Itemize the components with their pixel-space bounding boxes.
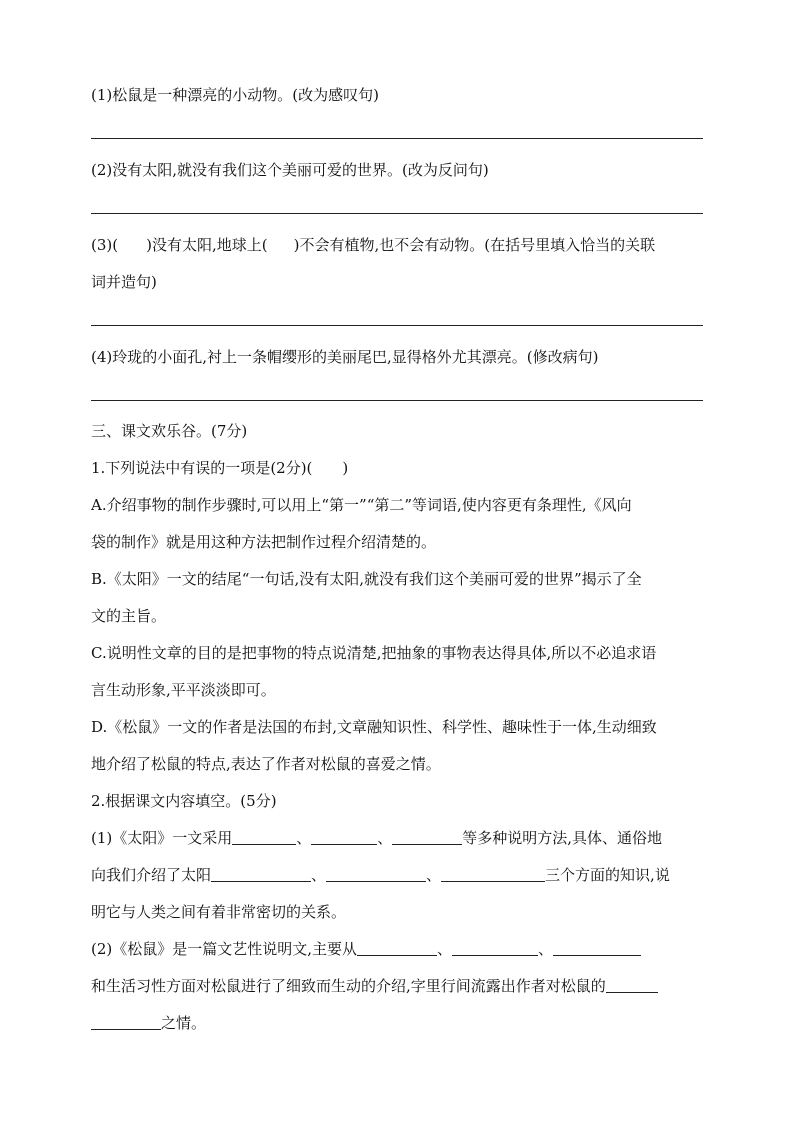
mc-option-a-line-1: A.介绍事物的制作步骤时,可以用上“第一”“第二”等词语,使内容更有条理性,《风向 xyxy=(91,496,632,514)
mc-option-d-line-2: 地介绍了松鼠的特点,表达了作者对松鼠的喜爱之情。 xyxy=(91,755,441,773)
fill-item-2-line-3 xyxy=(91,1013,703,1033)
item-3-line-2 xyxy=(91,272,703,292)
fill-1-blank-4[interactable] xyxy=(211,866,311,882)
mc-option-d-line-1: D.《松鼠》一文的作者是法国的布封,文章融知识性、科学性、趣味性于一体,生动细致 xyxy=(91,718,657,736)
section-3-title: 三、课文欢乐谷。(7分) xyxy=(91,422,248,440)
fill-1-text-a: (1)《太阳》一文采用 xyxy=(91,829,233,847)
mc-option-c xyxy=(91,643,703,663)
mc-stem-text-b: ) xyxy=(342,459,349,477)
fill-item-1-line-2 xyxy=(91,865,703,885)
fill-1-sep-3: 、 xyxy=(311,866,327,884)
item-4 xyxy=(91,347,703,367)
fill-2-text-a: (2)《松鼠》是一篇文艺性说明文,主要从 xyxy=(91,940,358,958)
item-4-text: (4)玲珑的小面孔,衬上一条帽缨形的美丽尾巴,显得格外尤其漂亮。(修改病句) xyxy=(91,348,599,366)
fill-question-heading xyxy=(91,791,703,811)
fill-item-1 xyxy=(91,828,703,848)
fill-item-2-line-2 xyxy=(91,976,703,996)
fill-1-text-d: 三个方面的知识,说 xyxy=(545,866,670,884)
fill-2-text-c: 之情。 xyxy=(161,1014,207,1032)
mc-option-b-cont xyxy=(91,606,703,626)
fill-1-text-e: 明它与人类之间有着非常密切的关系。 xyxy=(91,903,347,921)
mc-option-c-line-1: C.说明性文章的目的是把事物的特点说清楚,把抽象的事物表达得具体,所以不必追求语 xyxy=(91,644,657,662)
section-3-heading xyxy=(91,421,703,441)
fill-item-1-line-3 xyxy=(91,902,703,922)
fill-2-blank-3[interactable] xyxy=(553,940,641,956)
mc-option-a-cont xyxy=(91,532,703,552)
mc-option-d xyxy=(91,717,703,737)
item-2-text: (2)没有太阳,就没有我们这个美丽可爱的世界。(改为反问句) xyxy=(91,161,489,179)
fill-1-text-c: 向我们介绍了太阳 xyxy=(91,866,212,884)
fill-1-sep-4: 、 xyxy=(426,866,442,884)
answer-line-4[interactable] xyxy=(91,400,703,401)
mc-option-c-cont xyxy=(91,680,703,700)
mc-question-stem xyxy=(91,458,703,478)
answer-line-2[interactable] xyxy=(91,213,703,214)
fill-1-sep-1: 、 xyxy=(296,829,312,847)
mc-stem-text-a: 1.下列说法中有误的一项是(2分)( xyxy=(91,459,313,477)
fill-1-blank-1[interactable] xyxy=(232,829,296,845)
fill-2-blank-1[interactable] xyxy=(357,940,437,956)
answer-line-3[interactable] xyxy=(91,325,703,326)
fill-2-blank-4-cont[interactable] xyxy=(91,1014,161,1030)
mc-option-a xyxy=(91,495,703,515)
fill-2-text-b: 和生活习性方面对松鼠进行了细致而生动的介绍,字里行间流露出作者对松鼠的 xyxy=(91,977,606,995)
fill-1-sep-2: 、 xyxy=(377,829,393,847)
fill-1-blank-6[interactable] xyxy=(441,866,545,882)
item-1 xyxy=(91,85,703,105)
mc-option-b xyxy=(91,569,703,589)
item-3 xyxy=(91,235,703,255)
item-3-text-a: (3)( xyxy=(91,236,119,254)
fill-2-blank-2[interactable] xyxy=(452,940,538,956)
item-3-text-b: )没有太阳,地球上( xyxy=(146,236,268,254)
fill-2-sep-1: 、 xyxy=(437,940,453,958)
fill-2-sep-2: 、 xyxy=(538,940,554,958)
item-3-text-d: 词并造句) xyxy=(91,273,157,291)
mc-option-c-line-2: 言生动形象,平平淡淡即可。 xyxy=(91,681,276,699)
mc-option-a-line-2: 袋的制作》就是用这种方法把制作过程介绍清楚的。 xyxy=(91,533,437,551)
fill-1-blank-2[interactable] xyxy=(311,829,377,845)
mc-option-b-line-2: 文的主旨。 xyxy=(91,607,167,625)
fill-1-blank-5[interactable] xyxy=(326,866,426,882)
item-3-text-c: )不会有植物,也不会有动物。(在括号里填入恰当的关联 xyxy=(293,236,656,254)
fill-1-blank-3[interactable] xyxy=(392,829,462,845)
item-2 xyxy=(91,160,703,180)
fill-heading-text: 2.根据课文内容填空。(5分) xyxy=(91,792,277,810)
item-1-text: (1)松鼠是一种漂亮的小动物。(改为感叹句) xyxy=(91,86,379,104)
fill-item-2 xyxy=(91,939,703,959)
fill-2-blank-4[interactable] xyxy=(606,977,658,993)
mc-option-b-line-1: B.《太阳》一文的结尾“一句话,没有太阳,就没有我们这个美丽可爱的世界”揭示了全 xyxy=(91,570,642,588)
mc-option-d-cont xyxy=(91,754,703,774)
answer-line-1[interactable] xyxy=(91,138,703,139)
fill-1-text-b: 等多种说明方法,具体、通俗地 xyxy=(462,829,663,847)
